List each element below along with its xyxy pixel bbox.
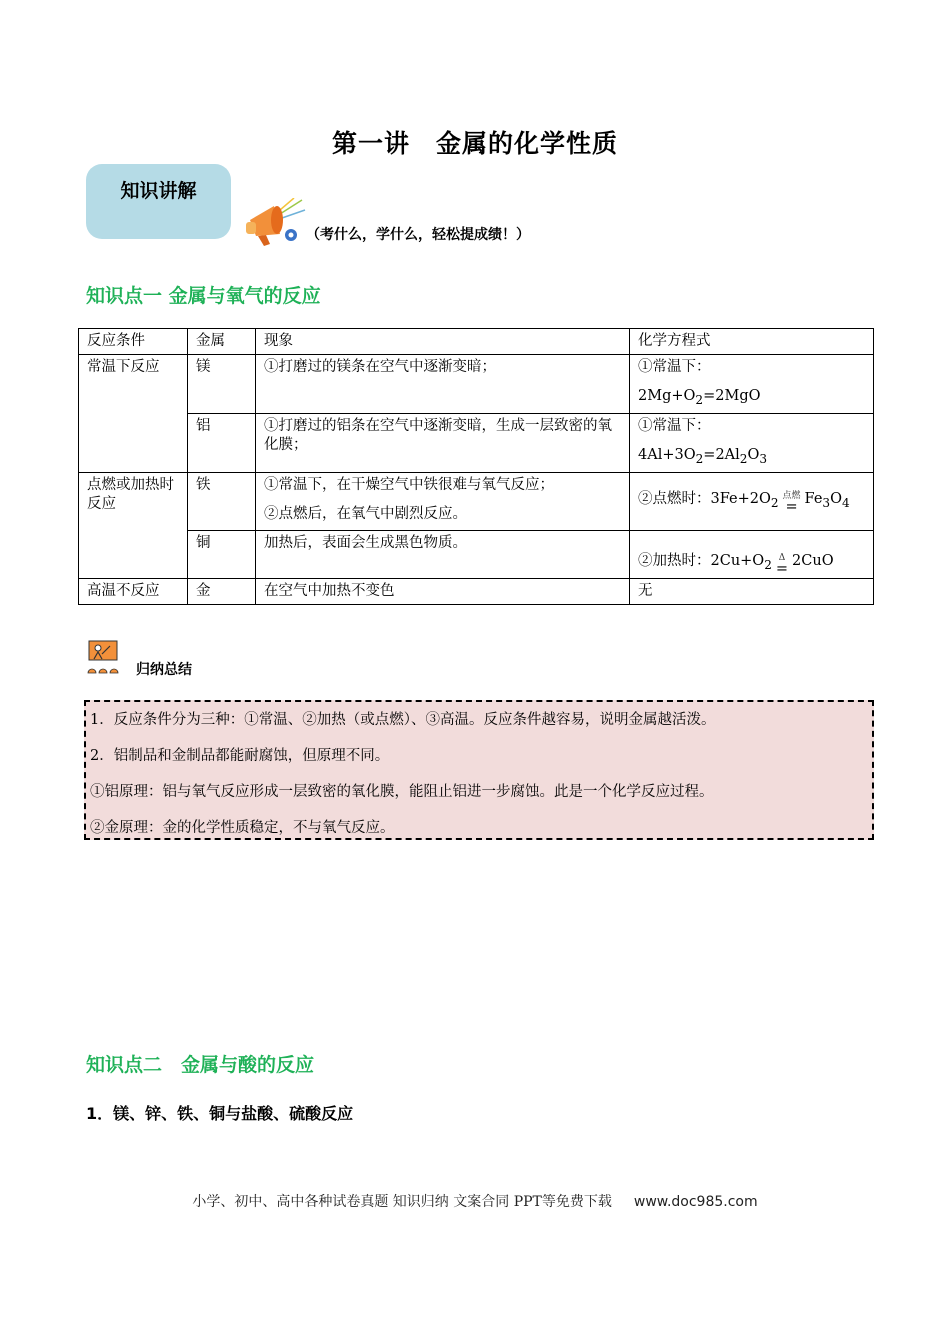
metal-cell: 金 [188, 578, 256, 604]
footer-text: 小学、初中、高中各种试卷真题 知识归纳 文案合同 PPT等免费下载 [192, 1194, 612, 1210]
condition-cell: 高温不反应 [79, 578, 188, 604]
reaction-condition: Δ = [775, 552, 789, 577]
summary-line: ①铝原理：铝与氧气反应形成一层致密的氧化膜，能阻止铝进一步腐蚀。此是一个化学反应过程。 [90, 784, 714, 800]
equation-cell: ②加热时：$2Cu+O_2$ Δ = 2CuO [630, 530, 874, 578]
equation-cell [630, 413, 874, 472]
reaction-condition: 点燃 = [782, 490, 801, 515]
phenomenon-line: ①常温下，在干燥空气中铁很难与氧气反应； [264, 476, 554, 493]
phenomenon-cell: ①打磨过的铝条在空气中逐渐变暗，生成一层致密的氧化膜； [256, 413, 630, 472]
equation-formula: $4Al+3O_2=2Al_2O_3$ [638, 446, 768, 466]
condition-cell: 常温下反应 [79, 355, 188, 473]
table-header: 反应条件 [79, 329, 188, 355]
section-badge-label: 知识讲解 [120, 180, 197, 202]
equation-formula: $2Mg+O_2=2MgO$ [638, 388, 761, 407]
page-title: 第一讲 金属的化学性质 [331, 129, 618, 158]
table-header-row [79, 329, 874, 355]
table-header: 化学方程式 [630, 329, 874, 355]
table-header: 金属 [188, 329, 256, 355]
summary-box [84, 700, 874, 840]
summary-label: 归纳总结 [136, 662, 192, 678]
equation-prefix: ①常温下： [638, 359, 711, 375]
condition-cell: 点燃或加热时反应 [79, 472, 188, 578]
summary-line: 1．反应条件分为三种：①常温、②加热（或点燃）、③高温。反应条件越容易，说明金属越活泼。 [90, 712, 716, 728]
subheading: 1．镁、锌、铁、铜与盐酸、硫酸反应 [86, 1104, 354, 1123]
phenomenon-cell [256, 472, 630, 530]
tagline: （考什么，学什么，轻松提成绩！） [306, 227, 530, 243]
phenomenon-line: ②点燃后，在氧气中剧烈反应。 [264, 505, 467, 522]
table-row [79, 413, 874, 472]
equation-cell: 无 [630, 578, 874, 604]
table-row [79, 530, 874, 578]
phenomenon-cell: 加热后，表面会生成黑色物质。 [256, 530, 630, 578]
equation-cell: ②点燃时：$3Fe+2O_2$ 点燃 = $Fe_3O_4$ [630, 472, 874, 530]
metal-cell: 铁 [188, 472, 256, 530]
footer-link[interactable]: www.doc985.com [633, 1194, 758, 1210]
table-row [79, 355, 874, 414]
reaction-table [78, 328, 874, 605]
equation-prefix: ①常温下： [638, 417, 711, 434]
metal-cell: 铝 [188, 413, 256, 472]
table-row [79, 578, 874, 604]
table-header: 现象 [256, 329, 630, 355]
megaphone-icon [244, 198, 306, 248]
phenomenon-cell: ①打磨过的镁条在空气中逐渐变暗； [256, 355, 630, 414]
classroom-icon [86, 640, 120, 674]
footer [0, 1191, 950, 1211]
summary-line: 2．铝制品和金制品都能耐腐蚀，但原理不同。 [90, 748, 390, 764]
summary-line: ②金原理：金的化学性质稳定，不与氧气反应。 [90, 820, 395, 836]
table-row [79, 472, 874, 530]
section-heading-1: 知识点一 金属与氧气的反应 [86, 285, 321, 307]
equation-cell [630, 355, 874, 414]
phenomenon-cell: 在空气中加热不变色 [256, 578, 630, 604]
metal-cell: 铜 [188, 530, 256, 578]
section-heading-2: 知识点二 金属与酸的反应 [86, 1054, 315, 1076]
metal-cell: 镁 [188, 355, 256, 414]
